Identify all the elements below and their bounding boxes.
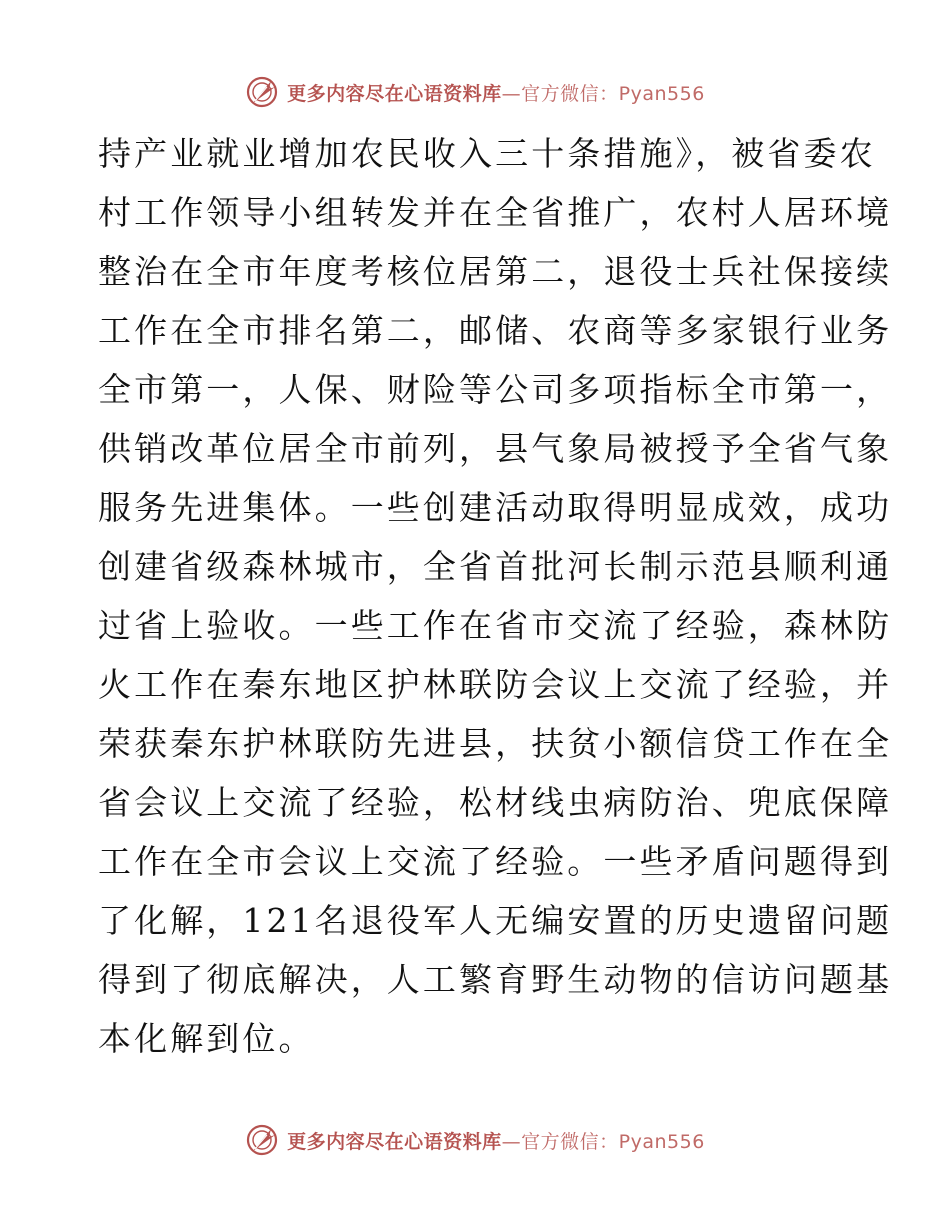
footer-site-text: 更多内容尽在心语资料库 <box>287 1130 502 1153</box>
header-site-text: 更多内容尽在心语资料库 <box>287 82 502 105</box>
body-line: 了化解，121名退役军人无编安置的历史遗留问题 <box>98 901 893 940</box>
header-banner-text <box>287 79 705 106</box>
body-line: 创建省级森林城市，全省首批河长制示范县顺利通 <box>98 547 893 586</box>
body-line: 本化解到位。 <box>98 1019 315 1058</box>
body-line: 过省上验收。一些工作在省市交流了经验，森林防 <box>98 606 893 645</box>
feather-logo-icon <box>245 75 279 109</box>
body-line: 火工作在秦东地区护林联防会议上交流了经验，并 <box>98 665 893 704</box>
footer-banner <box>0 1120 950 1160</box>
header-banner <box>0 72 950 112</box>
feather-logo-icon <box>245 1123 279 1157</box>
body-line: 省会议上交流了经验，松材线虫病防治、兜底保障 <box>98 783 893 822</box>
body-line: 持产业就业增加农民收入三十条措施》，被省委农 <box>98 134 876 173</box>
document-body <box>98 124 893 1068</box>
body-line: 供销改革位居全市前列，县气象局被授予全省气象 <box>98 429 893 468</box>
body-line: 工作在全市会议上交流了经验。一些矛盾问题得到 <box>98 842 893 881</box>
body-line: 整治在全市年度考核位居第二，退役士兵社保接续 <box>98 252 893 291</box>
footer-wechat-text: —官方微信：Pyan556 <box>501 1130 705 1153</box>
body-line: 村工作领导小组转发并在全省推广，农村人居环境 <box>98 193 893 232</box>
header-wechat-text: —官方微信：Pyan556 <box>501 82 705 105</box>
body-line: 荣获秦东护林联防先进县，扶贫小额信贷工作在全 <box>98 724 893 763</box>
body-line: 全市第一，人保、财险等公司多项指标全市第一， <box>98 370 893 409</box>
body-line: 工作在全市排名第二，邮储、农商等多家银行业务 <box>98 311 893 350</box>
body-line: 得到了彻底解决，人工繁育野生动物的信访问题基 <box>98 960 893 999</box>
footer-banner-text <box>287 1127 705 1154</box>
body-line: 服务先进集体。一些创建活动取得明显成效，成功 <box>98 488 893 527</box>
